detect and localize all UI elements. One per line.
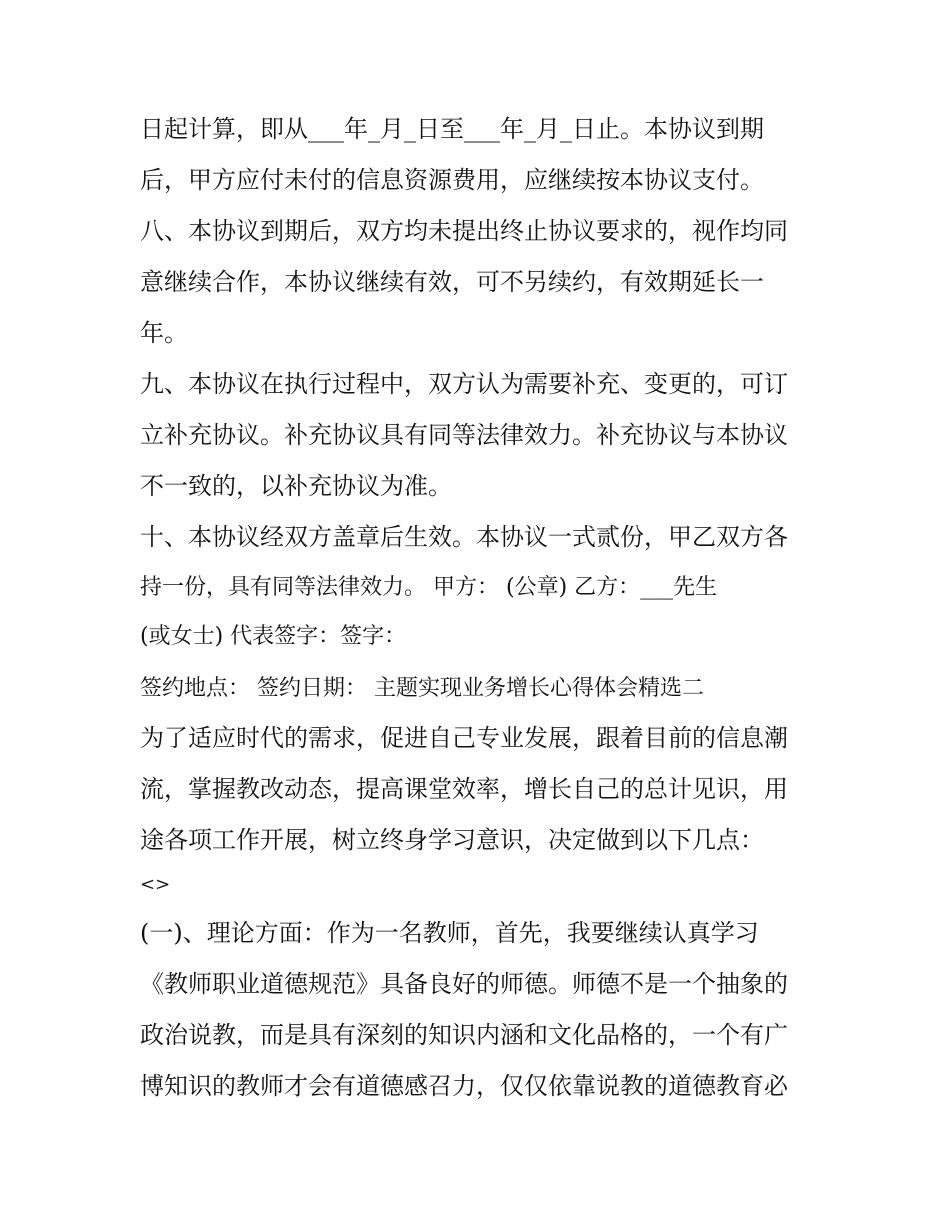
text-line: 为了适应时代的需求，促进自己专业发展，跟着目前的信息潮 <box>140 724 788 752</box>
text-line: 意继续合作，本协议继续有效，可不另续约，有效期延长一 <box>140 268 764 296</box>
text-line: 立补充协议。补充协议具有同等法律效力。补充协议与本协议 <box>140 421 788 449</box>
text-line: 政治说教，而是具有深刻的知识内涵和文化品格的，一个有广 <box>140 1021 788 1049</box>
text-line: (一)、理论方面：作为一名教师，首先，我要继续认真学习 <box>140 919 759 947</box>
text-line: 十、本协议经双方盖章后生效。本协议一式贰份，甲乙双方各 <box>140 523 788 551</box>
text-line: 八、本协议到期后，双方均未提出终止协议要求的，视作均同 <box>140 217 788 245</box>
text-line: 后，甲方应付未付的信息资源费用，应继续按本协议支付。 <box>140 166 764 194</box>
text-line: 日起计算，即从___年_月_日至___年_月_日止。本协议到期 <box>140 115 764 143</box>
text-line: 《教师职业道德规范》具备良好的师德。师德不是一个抽象的 <box>140 970 788 998</box>
text-line: 持一份，具有同等法律效力。 甲方： (公章) 乙方：___先生 <box>140 575 718 600</box>
text-line: 签约地点： 签约日期： 主题实现业务增长心得体会精选二 <box>140 676 704 701</box>
text-line: <> <box>140 874 171 895</box>
text-line: (或女士) 代表签字：签字： <box>140 624 407 649</box>
text-line: 年。 <box>140 319 188 347</box>
text-line: 流，掌握教改动态，提高课堂效率，增长自己的总计见识，用 <box>140 775 788 803</box>
text-line: 博知识的教师才会有道德感召力，仅仅依靠说教的道德教育必 <box>140 1072 788 1100</box>
text-line: 不一致的，以补充协议为准。 <box>140 472 452 500</box>
text-line: 途各项工作开展，树立终身学习意识，决定做到以下几点： <box>140 826 764 854</box>
text-line: 九、本协议在执行过程中，双方认为需要补充、变更的，可订 <box>140 370 788 398</box>
